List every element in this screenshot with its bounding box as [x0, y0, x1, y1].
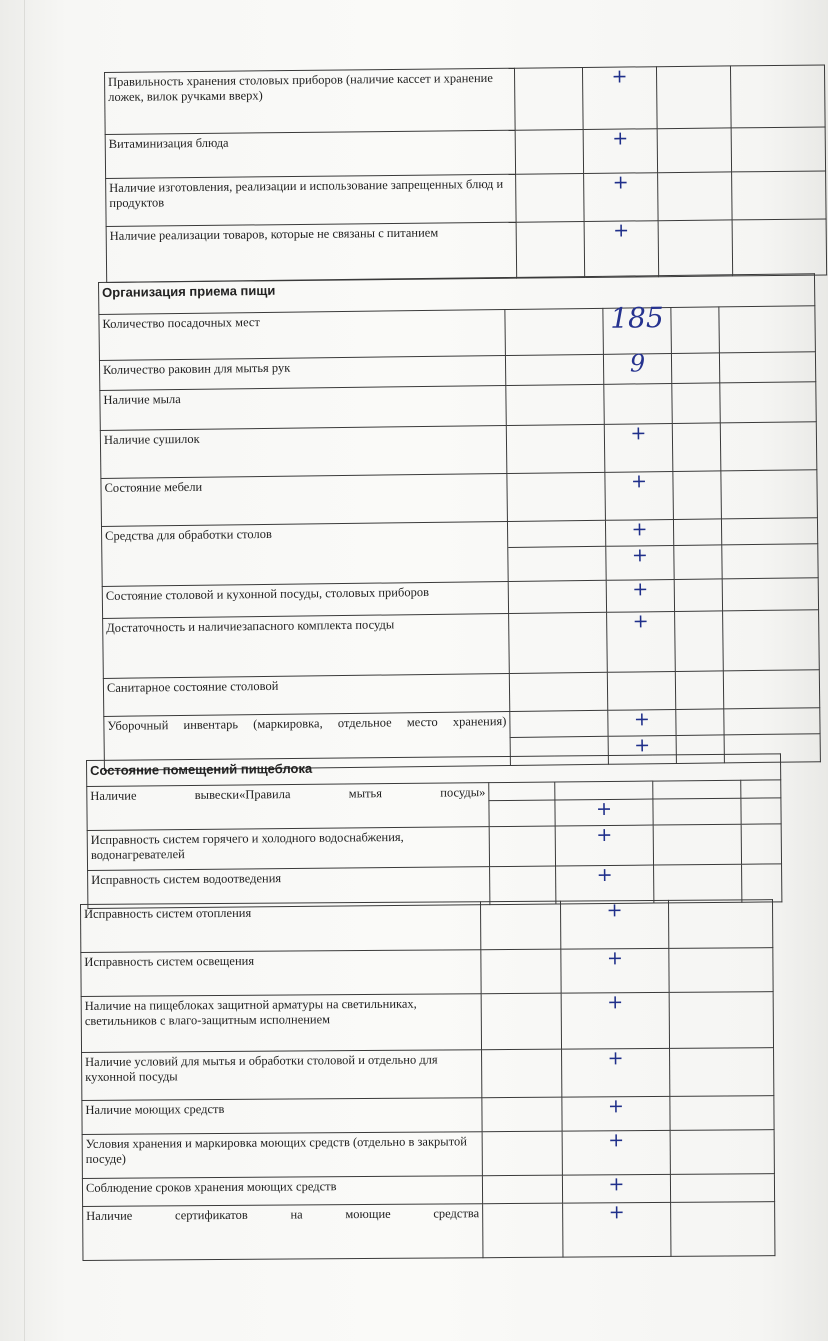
row-label: Состояние мебели — [101, 474, 508, 527]
row-label: Наличие изготовления, реализации и использование запрещенных блюд и продуктов — [106, 174, 516, 226]
checklist-table-1 — [104, 64, 827, 283]
table-row — [103, 610, 820, 679]
row-label: Соблюдение сроков хранения моющих средств — [82, 1176, 482, 1207]
row-label: Исправность систем горячего и холодного водоснабжения, водонагревателей — [87, 827, 489, 871]
check-mark: + — [608, 735, 676, 764]
check-mark: + — [584, 221, 659, 278]
row-label: Наличие вывески«Правила мытья посуды» — [87, 783, 489, 831]
row-label: Наличие мыла — [100, 386, 506, 431]
checklist-table-4 — [80, 899, 775, 1261]
table-row — [81, 948, 773, 997]
row-label: Наличие реализации товаров, которые не связаны с питанием — [106, 222, 517, 282]
check-mark: + — [583, 129, 657, 174]
check-mark: + — [582, 67, 657, 130]
table-row — [82, 1096, 774, 1135]
seat-count: 185 — [603, 308, 672, 355]
check-mark: + — [606, 579, 674, 612]
check-mark: + — [562, 1096, 670, 1131]
checklist-table-2 — [98, 273, 821, 771]
row-label: Условия хранения и маркировка моющих средств (отдельно в закрытой посуде) — [82, 1132, 482, 1179]
check-mark — [607, 671, 675, 710]
check-mark: + — [561, 948, 669, 993]
check-mark: + — [608, 709, 676, 736]
check-mark: + — [560, 900, 668, 949]
row-label: Исправность систем освещения — [81, 950, 481, 997]
row-label: Средства для обработки столов — [101, 522, 507, 553]
check-mark: + — [555, 825, 653, 866]
table-row — [100, 422, 817, 479]
row-label: Санитарное состояние столовой — [103, 674, 509, 717]
table-row — [106, 171, 826, 227]
row-label: Исправность систем водоотведения — [88, 867, 490, 909]
table-row — [81, 900, 773, 953]
row-label: Наличие сертификатов на моющие средства — [83, 1204, 483, 1261]
row-label — [102, 548, 508, 587]
table-row — [105, 127, 825, 179]
row-label: Исправность систем отопления — [81, 902, 481, 953]
check-mark: + — [605, 519, 673, 546]
check-mark: + — [562, 1048, 670, 1097]
row-label: Количество посадочных мест — [99, 310, 506, 361]
table-row — [82, 1130, 774, 1179]
check-mark: + — [607, 611, 676, 672]
section-title: Организация приема пищи — [99, 274, 815, 315]
check-mark: + — [556, 865, 654, 904]
page-fold-line — [24, 0, 25, 1341]
row-label: Наличие сушилок — [100, 426, 507, 479]
check-mark: + — [562, 1130, 670, 1175]
row-label: Достаточность и наличиезапасного комплекта посуды — [103, 614, 510, 679]
row-label: Наличие на пищеблоках защитной арматуры на светильниках, светильников с влаго-защитным исполнением — [81, 994, 481, 1053]
check-mark: + — [606, 545, 674, 580]
check-mark: + — [584, 173, 658, 222]
row-label: Наличие условий для мытья и обработки столовой и отдельно для кухонной посуды — [82, 1050, 482, 1101]
checklist-table-3 — [86, 753, 782, 909]
section-title: Состояние помещений пищеблока — [87, 754, 781, 787]
check-mark: + — [555, 799, 653, 826]
table-row — [83, 1202, 775, 1261]
check-mark: + — [562, 1174, 670, 1203]
table-row — [101, 470, 818, 527]
check-mark: + — [563, 1202, 671, 1257]
row-label: Уборочный инвентарь (маркировка, отдельное место хранения) — [104, 712, 511, 771]
sink-count: 9 — [603, 353, 671, 384]
table-row — [87, 824, 781, 871]
check-mark: + — [605, 471, 674, 520]
table-row — [81, 992, 773, 1053]
check-mark — [604, 383, 672, 424]
row-label: Витаминизация блюда — [105, 130, 515, 178]
check-mark: + — [561, 992, 669, 1049]
row-label: Наличие моющих средств — [82, 1098, 482, 1135]
table-row — [105, 65, 826, 135]
row-label: Количество раковин для мытья рук — [99, 356, 505, 391]
check-mark: + — [604, 423, 673, 472]
row-label: Состояние столовой и кухонной посуды, столовых приборов — [102, 582, 508, 619]
table-row — [106, 219, 827, 283]
row-label: Правильность хранения столовых приборов (наличие кассет и хранение ложек, вилок ручками вверх) — [105, 68, 516, 134]
table-row — [82, 1048, 774, 1101]
